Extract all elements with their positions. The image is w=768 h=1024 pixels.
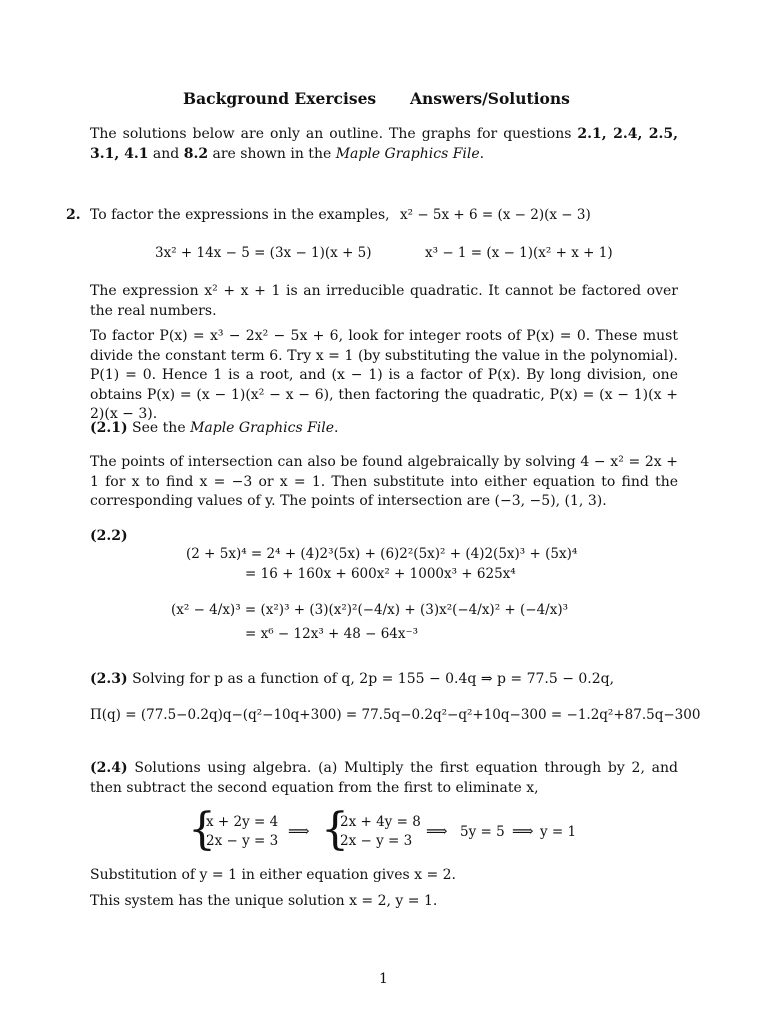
s24-substitution: Substitution of y = 1 in either equation gives x = 2.: [90, 867, 456, 883]
q2-paragraph-2: To factor P(x) = x³ − 2x² − 5x + 6, look for integer roots of P(x) = 0. These must divide the constant term 6. Try x = 1 (by substituting the value in the polynomial). P(1) = 0. Hence 1 is a root, and (x − 1) is a factor of P(x). By long division, one obtains P(x) = (x − 1)(x² − x − 6), then factoring the quadratic, P(x) = (x − 1)(x + 2)(x − 3).: [90, 328, 678, 422]
q2-eq3: x³ − 1 = (x − 1)(x² + x + 1): [425, 245, 613, 261]
intro-paragraph: The solutions below are only an outline. The graphs for questions 2.1, 2.4, 2.5, 3.1, 4.1 and 8.2 are shown in the Maple Graphics File.: [90, 126, 678, 162]
sys2-eq-b: 2x − y = 3: [340, 833, 413, 849]
s21-line: (2.1) See the Maple Graphics File.: [90, 420, 339, 436]
s21-paragraph: The points of intersection can also be found algebraically by solving 4 − x² = 2x + 1 for x to find x = −3 or x = 1. Then substitute into either equation to find the corresponding values of y. The points of intersection are (−3, −5), (1, 3).: [90, 454, 678, 509]
result-eq-1: 5y = 5: [460, 824, 505, 840]
s24-paragraph: (2.4) Solutions using algebra. (a) Multiply the first equation through by 2, and then subtract the second equation from the first to eliminate x,: [90, 760, 678, 796]
implies-arrow-2: ⟹: [426, 822, 448, 840]
s22-eq3: (x² − 4/x)³ = (x²)³ + (3)(x²)²(−4/x) + (3)x²(−4/x)² + (−4/x)³: [171, 602, 569, 618]
s22-eq2: = 16 + 160x + 600x² + 1000x³ + 625x⁴: [245, 566, 516, 582]
s22-label: (2.2): [90, 528, 128, 544]
implies-arrow-1: ⟹: [288, 822, 310, 840]
s23-profit-eq: Π(q) = (77.5−0.2q)q−(q²−10q+300) = 77.5q−0.2q²−q²+10q−300 = −1.2q²+87.5q−300: [90, 707, 701, 723]
title-left: Background Exercises: [183, 89, 377, 108]
sys1-eq-b: 2x − y = 3: [206, 833, 279, 849]
implies-arrow-3: ⟹: [512, 822, 534, 840]
left-brace-1: {: [188, 804, 216, 855]
q2-eq2: 3x² + 14x − 5 = (3x − 1)(x + 5): [155, 245, 372, 261]
s22-eq1: (2 + 5x)⁴ = 2⁴ + (4)2³(5x) + (6)2²(5x)² + (4)2(5x)³ + (5x)⁴: [186, 546, 578, 562]
left-brace-2: {: [321, 804, 349, 855]
s24-conclusion: This system has the unique solution x = 2, y = 1.: [90, 893, 438, 909]
q2-text: To factor the expressions in the examples,: [90, 207, 390, 223]
q2-eq1: x² − 5x + 6 = (x − 2)(x − 3): [400, 207, 591, 223]
result-eq-2: y = 1: [540, 824, 577, 840]
sys2-eq-a: 2x + 4y = 8: [340, 814, 421, 830]
sys1-eq-a: x + 2y = 4: [206, 814, 279, 830]
page-number: 1: [379, 971, 388, 987]
q2-paragraph-1: The expression x² + x + 1 is an irreducible quadratic. It cannot be factored over the real numbers.: [90, 283, 678, 319]
question-number: 2.: [66, 207, 81, 223]
s23-line: (2.3) Solving for p as a function of q, 2p = 155 − 0.4q ⇒ p = 77.5 − 0.2q,: [90, 671, 615, 687]
s22-eq4: = x⁶ − 12x³ + 48 − 64x⁻³: [245, 626, 419, 642]
title-right: Answers/Solutions: [410, 89, 570, 108]
